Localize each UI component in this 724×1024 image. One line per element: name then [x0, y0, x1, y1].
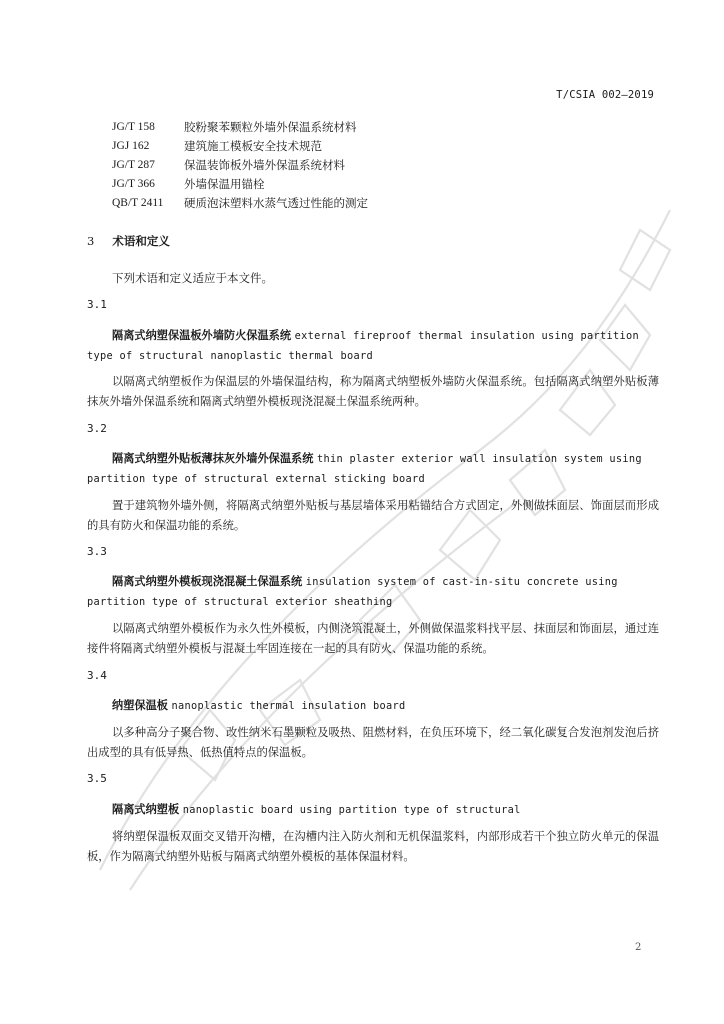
reference-code: JG/T 366	[112, 178, 155, 190]
reference-item	[112, 156, 368, 175]
term-english: nanoplastic board using partition type of structural	[182, 804, 521, 816]
reference-item	[112, 194, 368, 213]
term-english: thin plaster exterior wall insulation system using partition type of structural external sticking board	[87, 453, 642, 485]
term-number: 3.1	[87, 298, 107, 311]
reference-item	[112, 175, 368, 194]
term-chinese: 隔离式纳塑外贴板薄抹灰外墙外保温系统	[112, 451, 314, 465]
section-intro: 下列术语和定义适应于本文件。	[112, 271, 273, 285]
reference-title: 硬质泡沫塑料水蒸气透过性能的测定	[184, 196, 368, 210]
term-number: 3.2	[87, 422, 107, 435]
term-definition: 以隔离式纳塑外模板作为永久性外模板，内侧浇筑混凝土，外侧做保温浆料找平层、抹面层和饰面层，通过连接件将隔离式纳塑外模板与混凝土牢固连接在一起的具有防火、保温功能的系统。	[87, 622, 659, 655]
term-chinese: 纳塑保温板	[112, 698, 168, 712]
reference-item	[112, 137, 368, 156]
standard-id-header: T/CSIA 002—2019	[556, 89, 654, 101]
term-heading	[87, 696, 657, 716]
reference-code: JG/T 158	[112, 121, 155, 133]
term-english: nanoplastic thermal insulation board	[171, 700, 406, 712]
term-definition: 将纳塑保温板双面交叉错开沟槽，在沟槽内注入防火剂和无机保温浆料，内部形成若干个独立防火单元的保温板，作为隔离式纳塑外贴板与隔离式纳塑外模板的基体保温材料。	[87, 830, 659, 863]
term-chinese: 隔离式纳塑保温板外墙防火保温系统	[112, 328, 292, 342]
term-definition: 以隔离式纳塑板作为保温层的外墙保温结构，称为隔离式纳塑板外墙防火保温系统。包括隔离式纳塑外贴板薄抹灰外墙外保温系统和隔离式纳塑外模板现浇混凝土保温系统两种。	[87, 375, 659, 408]
reference-code: QB/T 2411	[112, 197, 164, 209]
reference-title: 外墙保温用锚栓	[184, 177, 265, 191]
term-number: 3.4	[87, 669, 107, 682]
page-number: 2	[635, 942, 642, 953]
reference-title: 胶粉聚苯颗粒外墙外保温系统材料	[184, 120, 357, 134]
section-number: 3	[87, 234, 95, 248]
section-heading	[87, 233, 170, 249]
normative-references-list	[112, 118, 368, 213]
term-definition: 置于建筑物外墙外侧，将隔离式纳塑外贴板与基层墙体采用粘锚结合方式固定，外侧做抹面层、饰面层而形成的具有防火和保温功能的系统。	[87, 499, 659, 532]
term-number: 3.3	[87, 545, 107, 558]
reference-code: JGJ 162	[112, 140, 150, 152]
term-number: 3.5	[87, 772, 107, 785]
term-english: insulation system of cast-in-situ concrete using partition type of structural exterior sheathing	[87, 576, 618, 608]
term-heading	[87, 572, 657, 612]
reference-item	[112, 118, 368, 137]
reference-code: JG/T 287	[112, 159, 155, 171]
reference-title: 建筑施工模板安全技术规范	[184, 139, 322, 153]
term-heading	[87, 449, 657, 489]
section-title: 术语和定义	[112, 234, 170, 248]
term-chinese: 隔离式纳塑板	[112, 802, 180, 816]
reference-title: 保温装饰板外墙外保温系统材料	[184, 158, 345, 172]
term-heading	[87, 326, 657, 366]
term-definition: 以多种高分子聚合物、改性纳米石墨颗粒及吸热、阻燃材料，在负压环境下，经二氧化碳复合发泡剂发泡后挤出成型的具有低导热、低热值特点的保温板。	[87, 726, 659, 759]
term-english: external fireproof thermal insulation using partition type of structural nanoplastic thermal board	[87, 330, 640, 362]
term-chinese: 隔离式纳塑外模板现浇混凝土保温系统	[112, 574, 303, 588]
term-heading	[87, 800, 657, 820]
